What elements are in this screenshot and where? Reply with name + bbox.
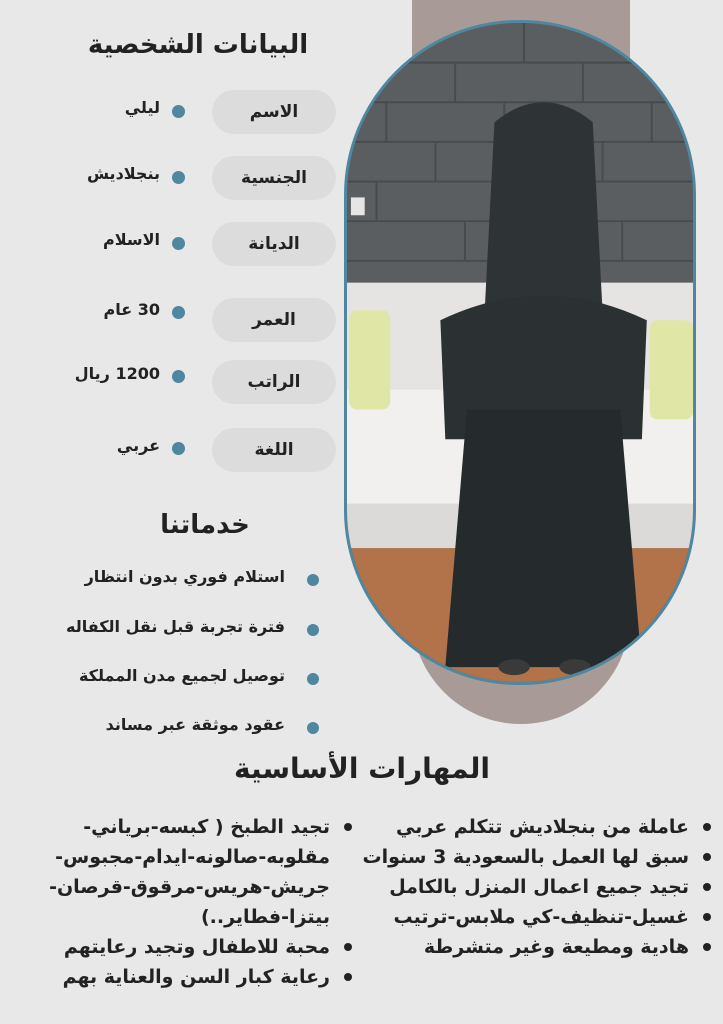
field-value: عربي: [116, 436, 160, 455]
bullet-dot-icon: [703, 913, 711, 921]
bullet-dot-icon: [703, 883, 711, 891]
skill-text: سبق لها العمل بالسعودية 3 سنوات: [362, 846, 689, 868]
bullet-dot-icon: [172, 370, 185, 383]
bullet-dot-icon: [307, 574, 319, 586]
worker-photo-illustration: [347, 23, 693, 682]
skill-item: [14, 932, 354, 962]
field-label: العمر: [212, 298, 336, 342]
bullet-dot-icon: [307, 722, 319, 734]
field-label: الاسم: [212, 90, 336, 134]
skill-text: هادية ومطيعة وغير متشرطة: [423, 936, 689, 958]
skill-item: [355, 902, 713, 932]
skill-item: [355, 872, 713, 902]
bullet-dot-icon: [344, 973, 352, 981]
field-label: الديانة: [212, 222, 336, 266]
bullet-dot-icon: [344, 943, 352, 951]
skills-list-right: [355, 812, 713, 962]
service-text: فترة تجربة قبل نقل الكفاله: [65, 617, 285, 636]
bullet-dot-icon: [172, 105, 185, 118]
service-text: استلام فوري بدون انتظار: [84, 567, 285, 586]
field-value: بنجلاديش: [86, 164, 160, 183]
skill-text: غسيل-تنظيف-كي ملابس-ترتيب: [393, 906, 689, 928]
service-text: توصيل لجميع مدن المملكة: [78, 666, 285, 685]
services-title: خدماتنا: [160, 510, 250, 540]
skills-title: المهارات الأساسية: [234, 752, 490, 785]
field-row-religion: [60, 222, 336, 266]
service-item: [40, 615, 325, 645]
bullet-dot-icon: [703, 853, 711, 861]
bullet-dot-icon: [172, 442, 185, 455]
skills-list-left: [14, 812, 354, 992]
field-row-salary: [60, 360, 336, 404]
field-value: الاسلام: [102, 230, 160, 249]
field-row-nationality: [60, 156, 336, 200]
field-row-age: [60, 298, 336, 342]
field-value: 30 عام: [103, 300, 160, 319]
bullet-dot-icon: [172, 237, 185, 250]
field-label: الجنسية: [212, 156, 336, 200]
field-label: الراتب: [212, 360, 336, 404]
worker-photo: [344, 20, 696, 685]
field-value: 1200 ريال: [74, 364, 160, 383]
field-row-name: [60, 90, 336, 134]
skill-text: تجيد جميع اعمال المنزل بالكامل: [389, 876, 689, 898]
bullet-dot-icon: [307, 624, 319, 636]
skill-text: تجيد الطبخ ( كبسه-برياني-مقلوبه-صالونه-ايدام-مجبوس-جريش-هريس-مرقوق-قرصان-بيتزا-فطاير..): [49, 816, 330, 928]
bullet-dot-icon: [703, 823, 711, 831]
skill-item: [355, 842, 713, 872]
skill-item: [355, 932, 713, 962]
skill-text: رعاية كبار السن والعناية بهم: [62, 966, 330, 988]
skill-item: [14, 962, 354, 992]
bullet-dot-icon: [703, 943, 711, 951]
bullet-dot-icon: [172, 171, 185, 184]
service-item: [40, 713, 325, 743]
field-value: ليلي: [124, 98, 160, 117]
skill-text: محبة للاطفال وتجيد رعايتهم: [63, 936, 330, 958]
bullet-dot-icon: [344, 823, 352, 831]
skill-text: عاملة من بنجلاديش تتكلم عربي: [396, 816, 689, 838]
service-text: عقود موثقة عبر مساند: [105, 715, 285, 734]
bullet-dot-icon: [307, 673, 319, 685]
bullet-dot-icon: [172, 306, 185, 319]
service-item: [40, 565, 325, 595]
service-item: [40, 664, 325, 694]
skill-item: [14, 812, 354, 932]
field-label: اللغة: [212, 428, 336, 472]
personal-data-title: البيانات الشخصية: [87, 30, 309, 60]
field-row-language: [60, 428, 336, 472]
skill-item: [355, 812, 713, 842]
